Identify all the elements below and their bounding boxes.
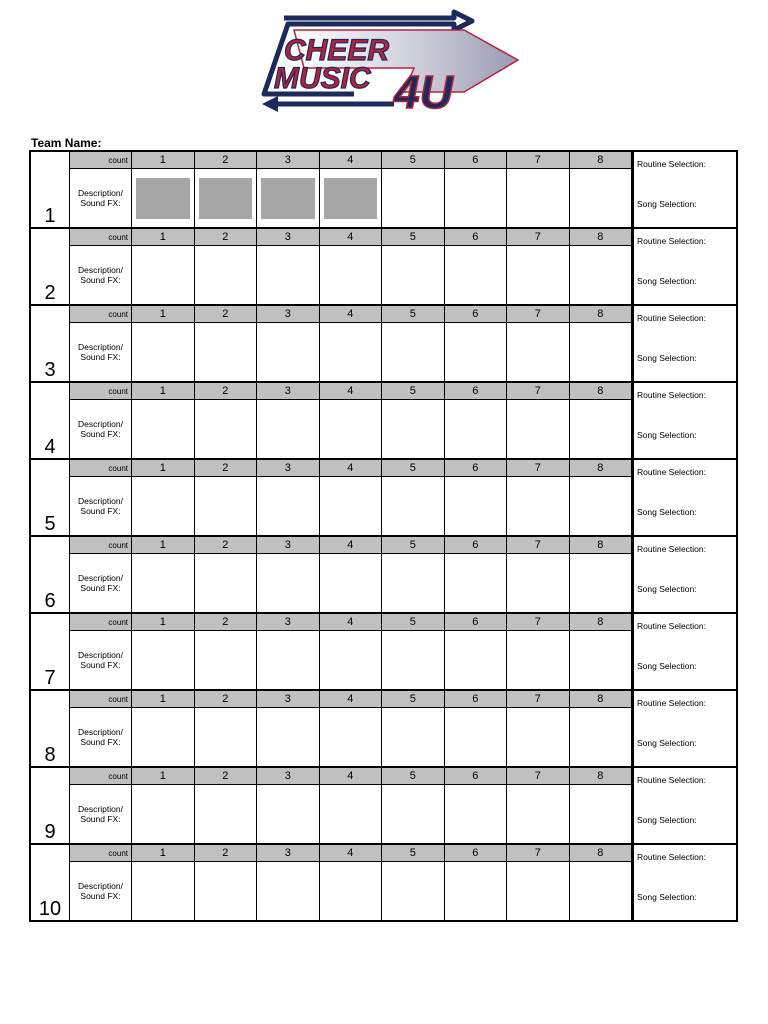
description-cell[interactable] [320,554,383,612]
description-cell[interactable] [132,785,195,843]
description-cell[interactable] [570,400,633,458]
description-label-line: Sound FX: [80,660,121,670]
eight-count-block [29,843,738,922]
routine-selection-field[interactable]: Routine Selection: [637,390,706,400]
count-grid [69,845,632,920]
description-cell[interactable] [257,169,320,227]
description-cell[interactable] [507,323,570,381]
count-number: 5 [382,306,445,322]
description-label [69,554,132,612]
description-cell[interactable] [257,400,320,458]
description-cell[interactable] [132,631,195,689]
description-cell[interactable] [257,323,320,381]
block-number: 2 [44,282,56,304]
description-cell[interactable] [382,554,445,612]
count-number: 2 [195,229,258,245]
logo-text-cheer: CHEER [284,34,390,67]
routine-selection-field[interactable]: Routine Selection: [637,698,706,708]
count-header-row [69,768,632,785]
description-row [69,862,632,920]
description-row [69,631,632,689]
description-cell[interactable] [195,169,258,227]
description-cell[interactable] [507,169,570,227]
description-cell[interactable] [570,554,633,612]
shaded-count-box [199,178,253,219]
description-cell[interactable] [195,708,258,766]
description-cell[interactable] [132,246,195,304]
song-selection-field[interactable]: Song Selection: [637,507,697,517]
count-number: 4 [320,768,383,784]
block-number: 1 [44,205,56,227]
count-number: 5 [382,768,445,784]
count-number: 2 [195,306,258,322]
count-header-row [69,537,632,554]
selection-panel [632,845,736,920]
description-cell[interactable] [382,862,445,920]
eight-count-block [29,689,738,766]
count-number: 1 [132,845,195,861]
count-number: 7 [507,845,570,861]
description-cell[interactable] [445,862,508,920]
count-number: 6 [445,383,508,399]
description-row [69,246,632,304]
eight-count-block [29,381,738,458]
description-label-line: Sound FX: [80,891,121,901]
count-grid [69,383,632,458]
count-number: 3 [257,152,320,168]
description-cell[interactable] [320,323,383,381]
count-number: 1 [132,306,195,322]
description-label-line: Description/ [78,881,123,891]
description-label-line: Description/ [78,265,123,275]
eight-count-block [29,227,738,304]
count-number: 1 [132,229,195,245]
description-label-line: Description/ [78,804,123,814]
song-selection-field[interactable]: Song Selection: [637,661,697,671]
description-label-line: Description/ [78,727,123,737]
description-cell[interactable] [132,169,195,227]
count-number: 6 [445,614,508,630]
count-number: 3 [257,306,320,322]
count-number: 7 [507,152,570,168]
description-cell[interactable] [320,477,383,535]
count-grid [69,460,632,535]
count-header-row [69,614,632,631]
count-number: 3 [257,845,320,861]
description-row [69,785,632,843]
count-number: 1 [132,768,195,784]
song-selection-field[interactable]: Song Selection: [637,353,697,363]
count-number: 2 [195,845,258,861]
description-label-line: Description/ [78,573,123,583]
count-number: 6 [445,306,508,322]
description-cell[interactable] [320,400,383,458]
routine-selection-field[interactable]: Routine Selection: [637,544,706,554]
count-number: 4 [320,845,383,861]
count-grid [69,229,632,304]
description-cell[interactable] [445,554,508,612]
selection-panel [632,306,736,381]
description-cell[interactable] [382,246,445,304]
count-number: 3 [257,460,320,476]
description-label-line: Sound FX: [80,814,121,824]
count-number: 8 [570,614,633,630]
count-number: 2 [195,152,258,168]
selection-panel [632,460,736,535]
count-number: 1 [132,460,195,476]
description-cell[interactable] [257,862,320,920]
shaded-count-box [261,178,315,219]
description-cell[interactable] [445,708,508,766]
description-cell[interactable] [445,323,508,381]
description-cell[interactable] [507,631,570,689]
count-number: 6 [445,229,508,245]
count-label: count [69,383,132,399]
description-cell[interactable] [570,862,633,920]
song-selection-field[interactable]: Song Selection: [637,892,697,902]
selection-panel [632,383,736,458]
count-number: 4 [320,537,383,553]
count-number: 7 [507,614,570,630]
block-number: 4 [44,436,56,458]
count-number: 4 [320,614,383,630]
count-number: 8 [570,383,633,399]
count-number: 7 [507,306,570,322]
description-cell[interactable] [320,862,383,920]
count-number: 8 [570,152,633,168]
count-number: 1 [132,691,195,707]
count-number: 8 [570,768,633,784]
count-number: 1 [132,152,195,168]
description-cell[interactable] [257,631,320,689]
routine-selection-field[interactable]: Routine Selection: [637,313,706,323]
description-cell[interactable] [195,554,258,612]
description-cell[interactable] [507,477,570,535]
description-cell[interactable] [257,708,320,766]
count-number: 7 [507,691,570,707]
count-label: count [69,229,132,245]
description-cell[interactable] [132,862,195,920]
count-number: 3 [257,691,320,707]
block-number: 9 [44,821,56,843]
count-number: 3 [257,614,320,630]
count-number: 4 [320,152,383,168]
count-header-row [69,306,632,323]
description-cell[interactable] [382,323,445,381]
description-row [69,708,632,766]
description-label [69,400,132,458]
description-row [69,400,632,458]
description-cell[interactable] [320,246,383,304]
count-number: 5 [382,845,445,861]
count-number: 8 [570,537,633,553]
selection-panel [632,537,736,612]
description-cell[interactable] [195,785,258,843]
song-selection-field[interactable]: Song Selection: [637,738,697,748]
count-header-row [69,152,632,169]
description-cell[interactable] [195,400,258,458]
routine-selection-field[interactable]: Routine Selection: [637,467,706,477]
description-label-line: Sound FX: [80,275,121,285]
count-label: count [69,691,132,707]
description-cell[interactable] [320,708,383,766]
description-cell[interactable] [445,631,508,689]
description-cell[interactable] [570,323,633,381]
count-number: 3 [257,537,320,553]
description-label [69,785,132,843]
count-number: 1 [132,614,195,630]
description-row [69,477,632,535]
block-number: 8 [44,744,56,766]
description-cell[interactable] [445,169,508,227]
routine-selection-field[interactable]: Routine Selection: [637,236,706,246]
count-label: count [69,460,132,476]
count-number: 2 [195,537,258,553]
description-cell[interactable] [195,477,258,535]
description-label [69,169,132,227]
routine-selection-field[interactable]: Routine Selection: [637,621,706,631]
count-grid [69,537,632,612]
description-cell[interactable] [257,554,320,612]
description-label-line: Description/ [78,650,123,660]
count-number: 5 [382,691,445,707]
description-cell[interactable] [445,477,508,535]
description-cell[interactable] [570,169,633,227]
description-cell[interactable] [195,246,258,304]
count-grid [69,614,632,689]
count-header-row [69,229,632,246]
count-number: 6 [445,768,508,784]
description-cell[interactable] [320,169,383,227]
description-label-line: Sound FX: [80,506,121,516]
eight-count-block [29,766,738,843]
description-cell[interactable] [132,708,195,766]
description-cell[interactable] [320,785,383,843]
song-selection-field[interactable]: Song Selection: [637,584,697,594]
count-number: 3 [257,768,320,784]
description-label-line: Sound FX: [80,429,121,439]
count-number: 8 [570,460,633,476]
count-number: 7 [507,537,570,553]
count-grid [69,691,632,766]
description-label-line: Description/ [78,419,123,429]
eight-count-block [29,304,738,381]
count-label: count [69,537,132,553]
count-number: 7 [507,768,570,784]
count-label: count [69,306,132,322]
block-number: 5 [44,513,56,535]
team-name-label: Team Name: [31,136,102,150]
eight-count-block [29,612,738,689]
description-cell[interactable] [570,785,633,843]
description-cell[interactable] [570,631,633,689]
description-label-line: Description/ [78,496,123,506]
count-label: count [69,768,132,784]
count-number: 2 [195,460,258,476]
count-header-row [69,691,632,708]
description-cell[interactable] [195,323,258,381]
description-label [69,862,132,920]
logo-text-music: MUSIC [274,62,371,95]
description-row [69,554,632,612]
logo-text-4u: 4U [394,66,453,118]
count-grid [69,306,632,381]
count-number: 8 [570,229,633,245]
count-number: 2 [195,768,258,784]
count-number: 2 [195,383,258,399]
count-number: 8 [570,845,633,861]
description-cell[interactable] [257,477,320,535]
shaded-count-box [324,178,378,219]
description-cell[interactable] [195,631,258,689]
description-cell[interactable] [507,246,570,304]
selection-panel [632,614,736,689]
description-cell[interactable] [507,400,570,458]
song-selection-field[interactable]: Song Selection: [637,276,697,286]
description-cell[interactable] [507,862,570,920]
description-cell[interactable] [257,246,320,304]
description-cell[interactable] [132,554,195,612]
routine-selection-field[interactable]: Routine Selection: [637,775,706,785]
count-label: count [69,845,132,861]
count-number: 8 [570,306,633,322]
count-number: 7 [507,383,570,399]
description-cell[interactable] [507,554,570,612]
count-number: 3 [257,383,320,399]
song-selection-field[interactable]: Song Selection: [637,815,697,825]
selection-panel [632,768,736,843]
count-header-row [69,460,632,477]
count-number: 5 [382,537,445,553]
cheer-music-4u-logo [244,8,524,138]
block-number: 6 [44,590,56,612]
count-number: 6 [445,460,508,476]
song-selection-field[interactable]: Song Selection: [637,199,697,209]
description-cell[interactable] [445,785,508,843]
count-number: 4 [320,383,383,399]
description-label [69,708,132,766]
count-number: 5 [382,229,445,245]
description-label [69,477,132,535]
description-cell[interactable] [382,631,445,689]
selection-panel [632,691,736,766]
description-label [69,246,132,304]
count-number: 4 [320,306,383,322]
selection-panel [632,152,736,227]
count-number: 6 [445,845,508,861]
count-header-row [69,383,632,400]
block-number: 7 [44,667,56,689]
count-number: 5 [382,383,445,399]
count-number: 7 [507,229,570,245]
description-cell[interactable] [507,785,570,843]
count-number: 1 [132,383,195,399]
description-cell[interactable] [382,785,445,843]
description-label-line: Sound FX: [80,198,121,208]
description-cell[interactable] [132,323,195,381]
shaded-count-box [136,178,190,219]
description-cell[interactable] [382,708,445,766]
description-cell[interactable] [445,400,508,458]
description-cell[interactable] [195,862,258,920]
count-number: 3 [257,229,320,245]
count-number: 6 [445,691,508,707]
song-selection-field[interactable]: Song Selection: [637,430,697,440]
count-label: count [69,614,132,630]
count-number: 7 [507,460,570,476]
description-label-line: Sound FX: [80,737,121,747]
count-header-row [69,845,632,862]
description-label-line: Description/ [78,188,123,198]
count-number: 6 [445,537,508,553]
count-number: 4 [320,691,383,707]
description-row [69,169,632,227]
description-cell[interactable] [382,169,445,227]
count-number: 4 [320,229,383,245]
description-label [69,631,132,689]
count-number: 5 [382,614,445,630]
eight-count-block [29,535,738,612]
description-label-line: Sound FX: [80,352,121,362]
routine-count-sheet [29,150,738,922]
description-label-line: Sound FX: [80,583,121,593]
selection-panel [632,229,736,304]
eight-count-block [29,458,738,535]
routine-selection-field[interactable]: Routine Selection: [637,159,706,169]
count-number: 2 [195,691,258,707]
description-cell[interactable] [570,708,633,766]
count-number: 6 [445,152,508,168]
count-grid [69,152,632,227]
count-grid [69,768,632,843]
description-cell[interactable] [382,477,445,535]
description-cell[interactable] [257,785,320,843]
description-cell[interactable] [382,400,445,458]
description-cell[interactable] [507,708,570,766]
count-number: 4 [320,460,383,476]
description-cell[interactable] [320,631,383,689]
block-number: 10 [38,898,62,920]
block-number: 3 [44,359,56,381]
count-number: 1 [132,537,195,553]
count-number: 8 [570,691,633,707]
description-row [69,323,632,381]
eight-count-block [29,150,738,227]
description-cell[interactable] [132,400,195,458]
routine-selection-field[interactable]: Routine Selection: [637,852,706,862]
count-number: 5 [382,152,445,168]
description-cell[interactable] [132,477,195,535]
description-cell[interactable] [570,246,633,304]
count-label: count [69,152,132,168]
count-number: 2 [195,614,258,630]
description-label-line: Description/ [78,342,123,352]
description-cell[interactable] [445,246,508,304]
description-cell[interactable] [570,477,633,535]
count-number: 5 [382,460,445,476]
description-label [69,323,132,381]
